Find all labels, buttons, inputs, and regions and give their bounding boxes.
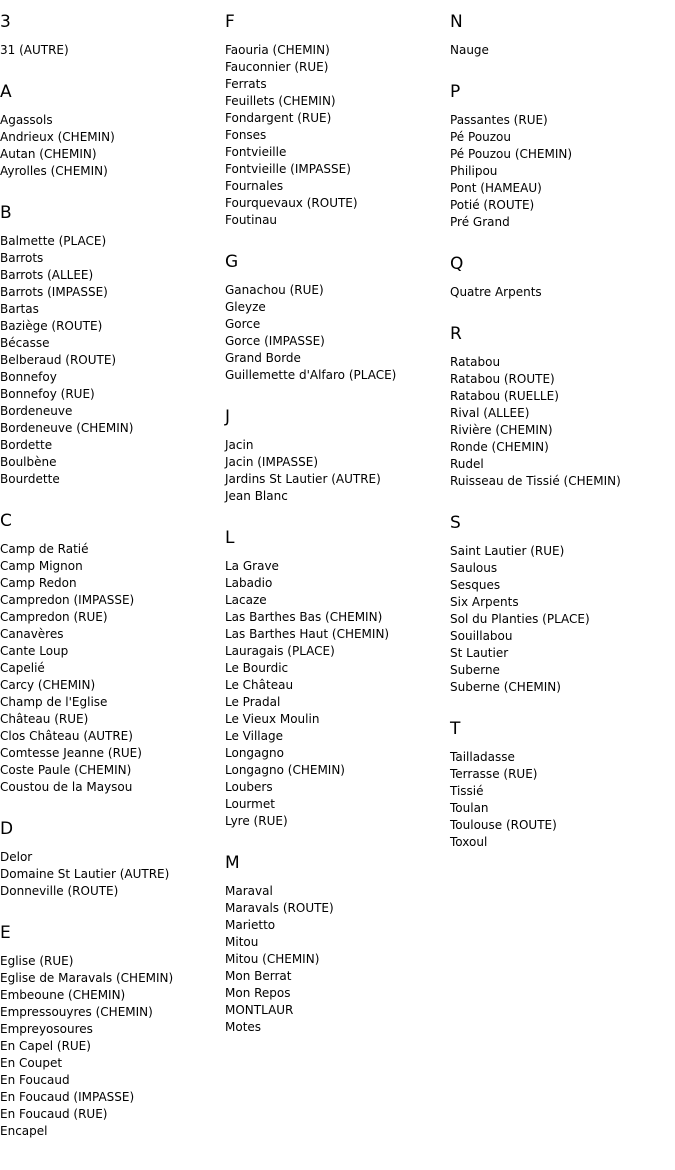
street-link[interactable]: Ferrats [225, 77, 267, 91]
street-link[interactable]: Longagno [225, 746, 284, 760]
street-link[interactable]: Barrots [0, 251, 44, 265]
street-link[interactable]: Campredon (IMPASSE) [0, 593, 135, 607]
street-link[interactable]: Le Château [225, 678, 294, 692]
street-link[interactable]: Andrieux (CHEMIN) [0, 130, 115, 144]
street-link[interactable]: Bordeneuve [0, 404, 73, 418]
street-link[interactable]: Six Arpents [450, 595, 519, 609]
section-letter-heading: P [450, 82, 461, 102]
street-link[interactable]: Boulbène [0, 455, 57, 469]
street-link[interactable]: Jardins St Lautier (AUTRE) [225, 472, 381, 486]
street-link[interactable]: Le Pradal [225, 695, 281, 709]
column-2 [225, 0, 396, 1036]
street-link[interactable]: Camp Redon [0, 576, 77, 590]
street-link[interactable]: Ruisseau de Tissié (CHEMIN) [450, 474, 621, 488]
street-list [0, 233, 173, 488]
street-link[interactable]: Sesques [450, 578, 501, 592]
street-link[interactable]: Fauconnier (RUE) [225, 60, 329, 74]
letter-section [450, 719, 621, 851]
letter-section [450, 82, 621, 231]
street-link[interactable]: Capelié [0, 661, 45, 675]
street-link[interactable]: Lourmet [225, 797, 275, 811]
street-link[interactable]: Saint Lautier (RUE) [450, 544, 565, 558]
street-list [450, 354, 621, 490]
letter-section [0, 923, 173, 1140]
street-link[interactable]: Motes [225, 1020, 262, 1034]
street-link[interactable]: Clos Château (AUTRE) [0, 729, 133, 743]
letter-section [0, 511, 173, 796]
street-link[interactable]: Carcy (CHEMIN) [0, 678, 96, 692]
section-letter-heading: A [0, 82, 12, 102]
street-link[interactable]: Domaine St Lautier (AUTRE) [0, 867, 170, 881]
street-link[interactable]: Pont (HAMEAU) [450, 181, 542, 195]
street-link[interactable]: Château (RUE) [0, 712, 89, 726]
street-link[interactable]: Toulan [450, 801, 489, 815]
street-link[interactable]: Fournales [225, 179, 284, 193]
section-letter-heading: F [225, 12, 235, 32]
street-link[interactable]: Ayrolles (CHEMIN) [0, 164, 108, 178]
section-letter-heading: 3 [0, 12, 11, 32]
street-link[interactable]: Eglise de Maravals (CHEMIN) [0, 971, 174, 985]
letter-section [450, 12, 621, 59]
street-link[interactable]: Empressouyres (CHEMIN) [0, 1005, 153, 1019]
section-letter-heading: N [450, 12, 463, 32]
street-link[interactable]: Las Barthes Haut (CHEMIN) [225, 627, 390, 641]
street-link[interactable]: Mon Repos [225, 986, 291, 1000]
street-link[interactable]: Ratabou [450, 355, 501, 369]
letter-section [450, 513, 621, 696]
street-list [225, 883, 396, 1036]
street-list [0, 849, 173, 900]
section-letter-heading: S [450, 513, 461, 533]
street-link[interactable]: Jacin (IMPASSE) [225, 455, 318, 469]
street-link[interactable]: Jean Blanc [225, 489, 288, 503]
street-link[interactable]: Bonnefoy (RUE) [0, 387, 95, 401]
street-link[interactable]: Agassols [0, 113, 53, 127]
street-link[interactable]: Baziège (ROUTE) [0, 319, 103, 333]
street-link[interactable]: Lacaze [225, 593, 267, 607]
street-link[interactable]: Labadio [225, 576, 273, 590]
street-link[interactable]: Faouria (CHEMIN) [225, 43, 330, 57]
street-link[interactable]: Ronde (CHEMIN) [450, 440, 549, 454]
street-link[interactable]: Rival (ALLEE) [450, 406, 530, 420]
street-link[interactable]: Fonses [225, 128, 267, 142]
street-link[interactable]: Ganachou (RUE) [225, 283, 324, 297]
street-list [450, 284, 621, 301]
street-link[interactable]: Fontvieille (IMPASSE) [225, 162, 351, 176]
street-link[interactable]: Coustou de la Maysou [0, 780, 133, 794]
street-link[interactable]: Longagno (CHEMIN) [225, 763, 345, 777]
street-link[interactable]: Gleyze [225, 300, 266, 314]
street-link[interactable]: Autan (CHEMIN) [0, 147, 97, 161]
letter-section [225, 407, 396, 505]
street-link[interactable]: En Capel (RUE) [0, 1039, 91, 1053]
street-link[interactable]: Le Village [225, 729, 283, 743]
street-list [450, 749, 621, 851]
street-link[interactable]: 31 (AUTRE) [0, 43, 69, 57]
section-letter-heading: Q [450, 254, 464, 274]
section-letter-heading: L [225, 528, 235, 548]
street-link[interactable]: Barrots (IMPASSE) [0, 285, 108, 299]
street-link[interactable]: Embeoune (CHEMIN) [0, 988, 126, 1002]
street-link[interactable]: Toxoul [450, 835, 488, 849]
street-link[interactable]: La Grave [225, 559, 279, 573]
street-link[interactable]: St Lautier [450, 646, 509, 660]
street-link[interactable]: Barrots (ALLEE) [0, 268, 94, 282]
street-link[interactable]: Le Vieux Moulin [225, 712, 320, 726]
street-link[interactable]: Bonnefoy [0, 370, 57, 384]
street-link[interactable]: Pré Grand [450, 215, 510, 229]
street-link[interactable]: Grand Borde [225, 351, 301, 365]
street-link[interactable]: Passantes (RUE) [450, 113, 548, 127]
street-link[interactable]: Loubers [225, 780, 273, 794]
section-letter-heading: D [0, 819, 14, 839]
street-link[interactable]: MONTLAUR [225, 1003, 294, 1017]
street-link[interactable]: En Foucaud [0, 1073, 70, 1087]
street-link[interactable]: Bécasse [0, 336, 50, 350]
street-link[interactable]: Campredon (RUE) [0, 610, 108, 624]
street-link[interactable]: Saulous [450, 561, 498, 575]
letter-section [0, 203, 173, 488]
letter-section [450, 254, 621, 301]
street-link[interactable]: En Coupet [0, 1056, 63, 1070]
street-link[interactable]: Feuillets (CHEMIN) [225, 94, 336, 108]
street-link[interactable]: Maraval [225, 884, 273, 898]
street-link[interactable]: Sol du Planties (PLACE) [450, 612, 590, 626]
street-link[interactable]: Coste Paule (CHEMIN) [0, 763, 132, 777]
street-link[interactable]: Comtesse Jeanne (RUE) [0, 746, 142, 760]
section-letter-heading: C [0, 511, 12, 531]
street-list [225, 558, 396, 830]
street-link[interactable]: Champ de l'Eglise [0, 695, 108, 709]
section-letter-heading: T [450, 719, 461, 739]
column-3 [450, 0, 621, 851]
section-letter-heading: E [0, 923, 11, 943]
street-link[interactable]: Lauragais (PLACE) [225, 644, 335, 658]
street-list [225, 282, 396, 384]
street-link[interactable]: Encapel [0, 1124, 48, 1138]
street-link[interactable]: Belberaud (ROUTE) [0, 353, 117, 367]
street-link[interactable]: Suberne (CHEMIN) [450, 680, 561, 694]
street-list [450, 42, 621, 59]
street-link[interactable]: Jacin [225, 438, 254, 452]
street-link[interactable]: Terrasse (RUE) [450, 767, 538, 781]
street-link[interactable]: Le Bourdic [225, 661, 289, 675]
street-link[interactable]: Eglise (RUE) [0, 954, 74, 968]
section-letter-heading: R [450, 324, 462, 344]
street-link[interactable]: Bordeneuve (CHEMIN) [0, 421, 134, 435]
letter-section [0, 82, 173, 180]
street-link[interactable]: Mitou [225, 935, 259, 949]
street-link[interactable]: Nauge [450, 43, 489, 57]
street-list [0, 112, 173, 180]
section-letter-heading: B [0, 203, 12, 223]
street-link[interactable]: Philipou [450, 164, 498, 178]
street-link[interactable]: Tailladasse [450, 750, 515, 764]
street-link[interactable]: Potié (ROUTE) [450, 198, 535, 212]
letter-section [225, 12, 396, 229]
letter-section [225, 528, 396, 830]
letter-section [450, 324, 621, 490]
street-link[interactable]: Bordette [0, 438, 53, 452]
street-link[interactable]: Camp Mignon [0, 559, 83, 573]
street-link[interactable]: Camp de Ratié [0, 542, 89, 556]
street-link[interactable]: Mon Berrat [225, 969, 292, 983]
street-link[interactable]: Rudel [450, 457, 484, 471]
street-link[interactable]: Fontvieille [225, 145, 287, 159]
street-link[interactable]: Balmette (PLACE) [0, 234, 107, 248]
section-letter-heading: G [225, 252, 239, 272]
letter-section [0, 12, 173, 59]
street-link[interactable]: Marietto [225, 918, 276, 932]
street-link[interactable]: Guillemette d'Alfaro (PLACE) [225, 368, 397, 382]
street-link[interactable]: Tissié [450, 784, 484, 798]
street-link[interactable]: Ratabou (ROUTE) [450, 372, 555, 386]
street-link[interactable]: En Foucaud (RUE) [0, 1107, 108, 1121]
street-link[interactable]: Empreyosoures [0, 1022, 93, 1036]
street-link[interactable]: Bourdette [0, 472, 60, 486]
street-link[interactable]: Lyre (RUE) [225, 814, 288, 828]
street-link[interactable]: Canavères [0, 627, 64, 641]
street-link[interactable]: Gorce [225, 317, 261, 331]
street-link[interactable]: En Foucaud (IMPASSE) [0, 1090, 135, 1104]
street-link[interactable]: Suberne [450, 663, 500, 677]
street-list [450, 112, 621, 231]
street-link[interactable]: Gorce (IMPASSE) [225, 334, 325, 348]
letter-section [0, 819, 173, 900]
section-letter-heading: M [225, 853, 240, 873]
street-link[interactable]: Donneville (ROUTE) [0, 884, 119, 898]
street-link[interactable]: Foutinau [225, 213, 278, 227]
letter-section [225, 252, 396, 384]
street-list [450, 543, 621, 696]
street-list [0, 541, 173, 796]
street-list [0, 42, 173, 59]
street-link[interactable]: Fourquevaux (ROUTE) [225, 196, 358, 210]
street-list [225, 42, 396, 229]
column-1 [0, 0, 173, 1140]
street-link[interactable]: Bartas [0, 302, 39, 316]
street-list [0, 953, 173, 1140]
street-link[interactable]: Rivière (CHEMIN) [450, 423, 553, 437]
street-link[interactable]: Maravals (ROUTE) [225, 901, 334, 915]
street-link[interactable]: Delor [0, 850, 33, 864]
street-link[interactable]: Toulouse (ROUTE) [450, 818, 557, 832]
street-link[interactable]: Pé Pouzou [450, 130, 512, 144]
letter-section [225, 853, 396, 1036]
street-link[interactable]: Fondargent (RUE) [225, 111, 332, 125]
street-link[interactable]: Souillabou [450, 629, 513, 643]
street-link[interactable]: Mitou (CHEMIN) [225, 952, 320, 966]
street-list [225, 437, 396, 505]
street-link[interactable]: Cante Loup [0, 644, 69, 658]
street-link[interactable]: Ratabou (RUELLE) [450, 389, 559, 403]
street-link[interactable]: Quatre Arpents [450, 285, 542, 299]
street-link[interactable]: Las Barthes Bas (CHEMIN) [225, 610, 383, 624]
street-link[interactable]: Pé Pouzou (CHEMIN) [450, 147, 573, 161]
section-letter-heading: J [225, 407, 231, 427]
